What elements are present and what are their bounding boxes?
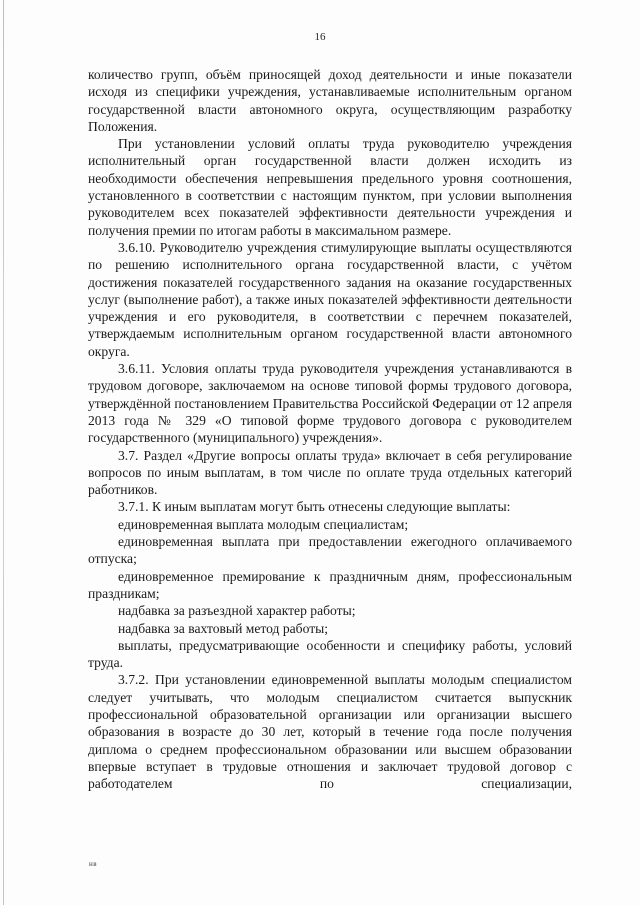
page-number: 16	[314, 31, 326, 43]
paragraph-continuation: количество групп, объём приносящей доход деятельности и иные показатели исходя из специфики учреждения, устанавливаемые исполнительным органом государственной власти автономного округа, осуществляющим разработку Положения.	[88, 67, 572, 134]
list-item-shift-allowance: надбавка за вахтовый метод работы;	[118, 620, 329, 636]
list-item-annual-leave: единовременная выплата при предоставлении ежегодного оплачиваемого отпуска;	[88, 534, 572, 567]
list-item-young-specialists: единовременная выплата молодым специалистам;	[118, 516, 409, 532]
list-item-holiday-bonus: единовременное премирование к праздничным дням, профессиональным праздникам;	[88, 568, 572, 601]
paragraph-3-7: 3.7. Раздел «Другие вопросы оплаты труда» включает в себя регулирование вопросов по иным выплатам, в том числе по оплате труда отдельных категорий работников.	[88, 447, 572, 498]
scan-edge-line	[3, 0, 4, 905]
paragraph-salary-conditions: При установлении условий оплаты труда руководителю учреждения исполнительный орган государственной власти должен исходить из необходимости обеспечения непревышения предельного уровня соотношения, установленного в соответствии с настоящим пунктом, при условии выполнения руководителем всех показателей эффективности деятельности учреждения и получения премии по итогам работы в максимальном размере.	[88, 136, 572, 238]
paragraph-3-7-1: 3.7.1. К иным выплатам могут быть отнесены следующие выплаты:	[118, 499, 511, 515]
document-body	[88, 66, 572, 792]
paragraph-3-6-10: 3.6.10. Руководителю учреждения стимулирующие выплаты осуществляются по решению исполнительного органа государственной власти, с учётом достижения показателей государственного задания на оказание государственных услуг (выполнение работ), а также иных показателей эффективности деятельности учреждения и его руководителя, в соответствии с перечнем показателей, утверждаемым исполнительным органом государственной власти автономного округа.	[88, 239, 572, 359]
paragraph-3-7-2: 3.7.2. При установлении единовременной выплаты молодым специалистом следует учитывать, что молодым специалистом считается выпускник профессиональной образовательной организации или организации высшего образования в возрасте до 30 лет, который в течение года после получения диплома о среднем профессиональном образовании или высшем образовании впервые вступает в трудовые отношения и заключает трудовой договор с работодателем по специализации,	[88, 672, 572, 792]
list-item-specific-conditions: выплаты, предусматривающие особенности и специфику работы, условий труда.	[88, 637, 572, 671]
footer-mark: нв	[89, 860, 98, 868]
paragraph-3-6-11: 3.6.11. Условия оплаты труда руководителя учреждения устанавливаются в трудовом договоре, заключаемом на основе типовой формы трудового договора, утверждённой постановлением Правительства Российской Федерации от 12 апреля 2013 года № 329 «О типовой форме трудового договора с руководителем государственного (муниципального) учреждения».	[88, 361, 572, 446]
list-item-travel-allowance: надбавка за разъездной характер работы;	[118, 603, 356, 619]
